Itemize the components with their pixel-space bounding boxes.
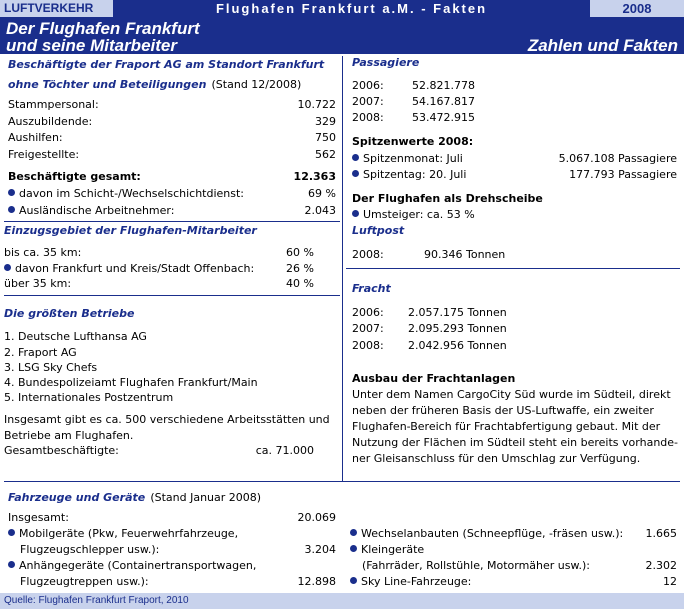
employees-heading-note: (Stand 12/2008) [211,78,302,91]
catchment-row-value: 26 % [286,262,314,275]
companies-note-line1: Insgesamt gibt es ca. 500 verschiedene Arbeitsstätten und [4,413,330,426]
employee-row-value: 562 [315,148,336,161]
employee-sub-row: davon im Schicht-/Wechselschichtdienst: [8,187,244,200]
vehicle-item: Anhängegeräte (Containertransportwagen, [8,559,256,572]
vehicle-item: Mobilgeräte (Pkw, Feuerwehrfahrzeuge, [8,527,238,540]
bullet-icon [8,529,15,536]
freight-year: 2006: [352,306,384,319]
source-footer: Quelle: Flughafen Frankfurt Fraport, 2010 [0,593,684,609]
expansion-line: ner Gleisanschluss für den Umschlag zur Verfügung. [352,452,641,465]
employee-row-label: Freigestellte: [8,148,80,161]
companies-note-line2: Betriebe am Flughafen. [4,429,134,442]
peak-value: 5.067.108 Passagiere [558,152,677,165]
divider [346,268,680,269]
vehicles-heading: Fahrzeuge und Geräte [8,491,146,504]
employees-heading-line2: ohne Töchter und Beteiligungen [8,78,207,91]
company-item: 3. LSG Sky Chefs [4,361,98,374]
header-banner [0,17,684,54]
passenger-value: 54.167.817 [412,95,475,108]
category-label: LUFTVERKEHR [0,0,113,17]
passenger-year: 2006: [352,79,384,92]
divider [4,481,680,482]
hub-row: Umsteiger: ca. 53 % [352,208,475,221]
vehicle-item-value: 3.204 [304,543,336,556]
bullet-icon [352,170,359,177]
top-bar [0,0,684,17]
peak-heading: Spitzenwerte 2008: [352,135,474,148]
passenger-value: 53.472.915 [412,111,475,124]
companies-total-label: Gesamtbeschäftigte: [4,444,119,457]
vehicles-total-value: 20.069 [297,511,336,524]
vehicle-item: Wechselanbauten (Schneepflüge, -fräsen usw.): [350,527,623,540]
passenger-value: 52.821.778 [412,79,475,92]
vehicle-item-value: 12 [663,575,677,588]
vehicle-item-line2: Flugzeugschlepper usw.): [20,543,160,556]
divider [4,221,340,222]
hub-heading: Der Flughafen als Drehscheibe [352,192,543,205]
airmail-heading: Luftpost [352,224,405,237]
bullet-icon [350,545,357,552]
employees-heading-line1: Beschäftigte der Fraport AG am Standort Frankfurt [8,58,325,71]
company-item: 5. Internationales Postzentrum [4,391,174,404]
peak-row: Spitzentag: 20. Juli [352,168,466,181]
divider [4,295,340,296]
employee-row-value: 329 [315,115,336,128]
employee-row-label: Auszubildende: [8,115,93,128]
employee-row-label: Aushilfen: [8,131,63,144]
freight-year: 2008: [352,339,384,352]
vehicle-item: Sky Line-Fahrzeuge: [350,575,471,588]
airmail-value: 90.346 Tonnen [424,248,506,261]
freight-value: 2.095.293 Tonnen [408,322,507,335]
bullet-icon [8,206,15,213]
company-item: 4. Bundespolizeiamt Flughafen Frankfurt/Main [4,376,258,389]
employee-sub-value: 2.043 [304,204,336,217]
peak-row: Spitzenmonat: Juli [352,152,463,165]
page-title-line1: Der Flughafen Frankfurt [6,19,200,38]
passenger-year: 2007: [352,95,384,108]
passengers-heading: Passagiere [352,56,420,69]
bullet-icon [352,210,359,217]
bullet-icon [8,189,15,196]
catchment-heading: Einzugsgebiet der Flughafen-Mitarbeiter [4,224,257,237]
expansion-line: Nutzung der Flächen im Südteil steht ein bereits vorhande- [352,436,679,449]
freight-year: 2007: [352,322,384,335]
employee-row-value: 750 [315,131,336,144]
company-item: 2. Fraport AG [4,346,77,359]
company-item: 1. Deutsche Lufthansa AG [4,330,147,343]
catchment-row-label: über 35 km: [4,277,72,290]
bullet-icon [350,577,357,584]
vehicle-item: Kleingeräte [350,543,424,556]
vehicle-item-line2: (Fahrräder, Rollstühle, Motormäher usw.): [362,559,590,572]
expansion-heading: Ausbau der Frachtanlagen [352,372,516,385]
catchment-row-value: 60 % [286,246,314,259]
catchment-row: davon Frankfurt und Kreis/Stadt Offenbach: [4,262,254,275]
year-label: 2008 [590,0,684,17]
bullet-icon [4,264,11,271]
companies-heading: Die größten Betriebe [4,307,135,320]
freight-value: 2.042.956 Tonnen [408,339,507,352]
expansion-line: Flughafen-Bereich für Frachtabfertigung gebaut. Mit der [352,420,661,433]
expansion-line: Unter dem Namen CargoCity Süd wurde im Südteil, direkt [352,388,671,401]
companies-total-value: ca. 71.000 [255,444,314,457]
peak-value: 177.793 Passagiere [569,168,677,181]
vehicle-item-value: 12.898 [297,575,336,588]
bullet-icon [8,561,15,568]
employees-total-label: Beschäftigte gesamt: [8,170,141,183]
catchment-row-label: bis ca. 35 km: [4,246,82,259]
employee-sub-row: Ausländische Arbeitnehmer: [8,204,174,217]
freight-value: 2.057.175 Tonnen [408,306,507,319]
section-title: Zahlen und Fakten [527,36,678,55]
employee-row-label: Stammpersonal: [8,98,99,111]
passenger-year: 2008: [352,111,384,124]
catchment-row-value: 40 % [286,277,314,290]
airmail-year: 2008: [352,248,384,261]
employee-sub-value: 69 % [308,187,336,200]
bullet-icon [352,154,359,161]
vehicles-heading-note: (Stand Januar 2008) [150,491,262,504]
bullet-icon [350,529,357,536]
vehicle-item-value: 1.665 [645,527,677,540]
vehicle-item-line2: Flugzeugtreppen usw.): [20,575,149,588]
page-title-line2: und seine Mitarbeiter [6,36,177,55]
employee-row-value: 10.722 [297,98,336,111]
employees-total-value: 12.363 [293,170,336,183]
freight-heading: Fracht [352,282,391,295]
expansion-line: neben der früheren Basis der US-Luftwaffe, ein zweiter [352,404,654,417]
vehicle-item-value: 2.302 [645,559,677,572]
column-divider [342,56,343,481]
vehicles-total-label: Insgesamt: [8,511,69,524]
document-title: Flughafen Frankfurt a.M. - Fakten [215,1,488,16]
